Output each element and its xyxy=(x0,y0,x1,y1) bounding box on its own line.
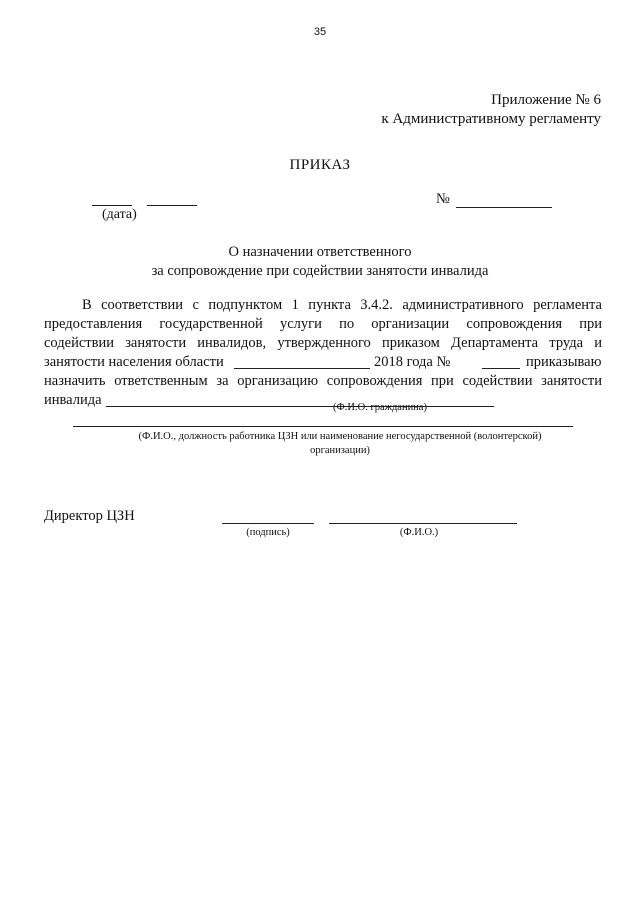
decree-number-blank[interactable] xyxy=(482,368,520,369)
citizen-caption: (Ф.И.О. гражданина) xyxy=(333,402,427,413)
worker-caption-line-2: организации) xyxy=(310,445,370,456)
body-line-6-text: инвалида xyxy=(44,392,102,408)
body-line-1: В соответствии с подпунктом 1 пункта 3.4.2. административного регламента xyxy=(82,297,602,313)
date-blank-day[interactable] xyxy=(92,205,132,206)
signatory-name-caption: (Ф.И.О.) xyxy=(399,527,439,538)
body-line-3: содействии занятости инвалидов, утвержденного приказом Департамента труда и xyxy=(44,335,602,351)
appendix-line-2: к Административному регламенту xyxy=(381,111,601,127)
body-line-4-b: 2018 года № xyxy=(374,354,451,370)
signature-blank[interactable] xyxy=(222,523,314,524)
subject-line-1: О назначении ответственного xyxy=(228,244,412,260)
date-blank-month[interactable] xyxy=(147,205,197,206)
body-line-4 xyxy=(44,353,602,372)
body-line-4-c: приказываю xyxy=(526,354,602,370)
body-text xyxy=(44,296,602,410)
body-line-4-a: занятости населения области xyxy=(44,354,224,370)
signature-caption: (подпись) xyxy=(246,527,290,538)
worker-name-blank[interactable] xyxy=(73,426,573,427)
body-line-5: назначить ответственным за организацию сопровождения при содействии занятости xyxy=(44,373,602,389)
order-number-blank[interactable] xyxy=(456,207,552,208)
date-caption: (дата) xyxy=(102,207,137,222)
page-number: 35 xyxy=(313,26,327,38)
subject-line-2: за сопровождение при содействии занятости инвалида xyxy=(151,263,489,279)
worker-caption-line-1: (Ф.И.О., должность работника ЦЗН или наименование негосударственной (волонтерской) xyxy=(138,431,542,442)
body-line-2: предоставления государственной услуги по организации сопровождения при xyxy=(44,316,602,332)
signatory-title: Директор ЦЗН xyxy=(44,508,135,524)
decree-date-blank[interactable] xyxy=(234,368,370,369)
number-sign: № xyxy=(436,191,450,207)
order-title: ПРИКАЗ xyxy=(289,157,351,173)
signatory-name-blank[interactable] xyxy=(329,523,517,524)
appendix-line-1: Приложение № 6 xyxy=(491,92,601,108)
